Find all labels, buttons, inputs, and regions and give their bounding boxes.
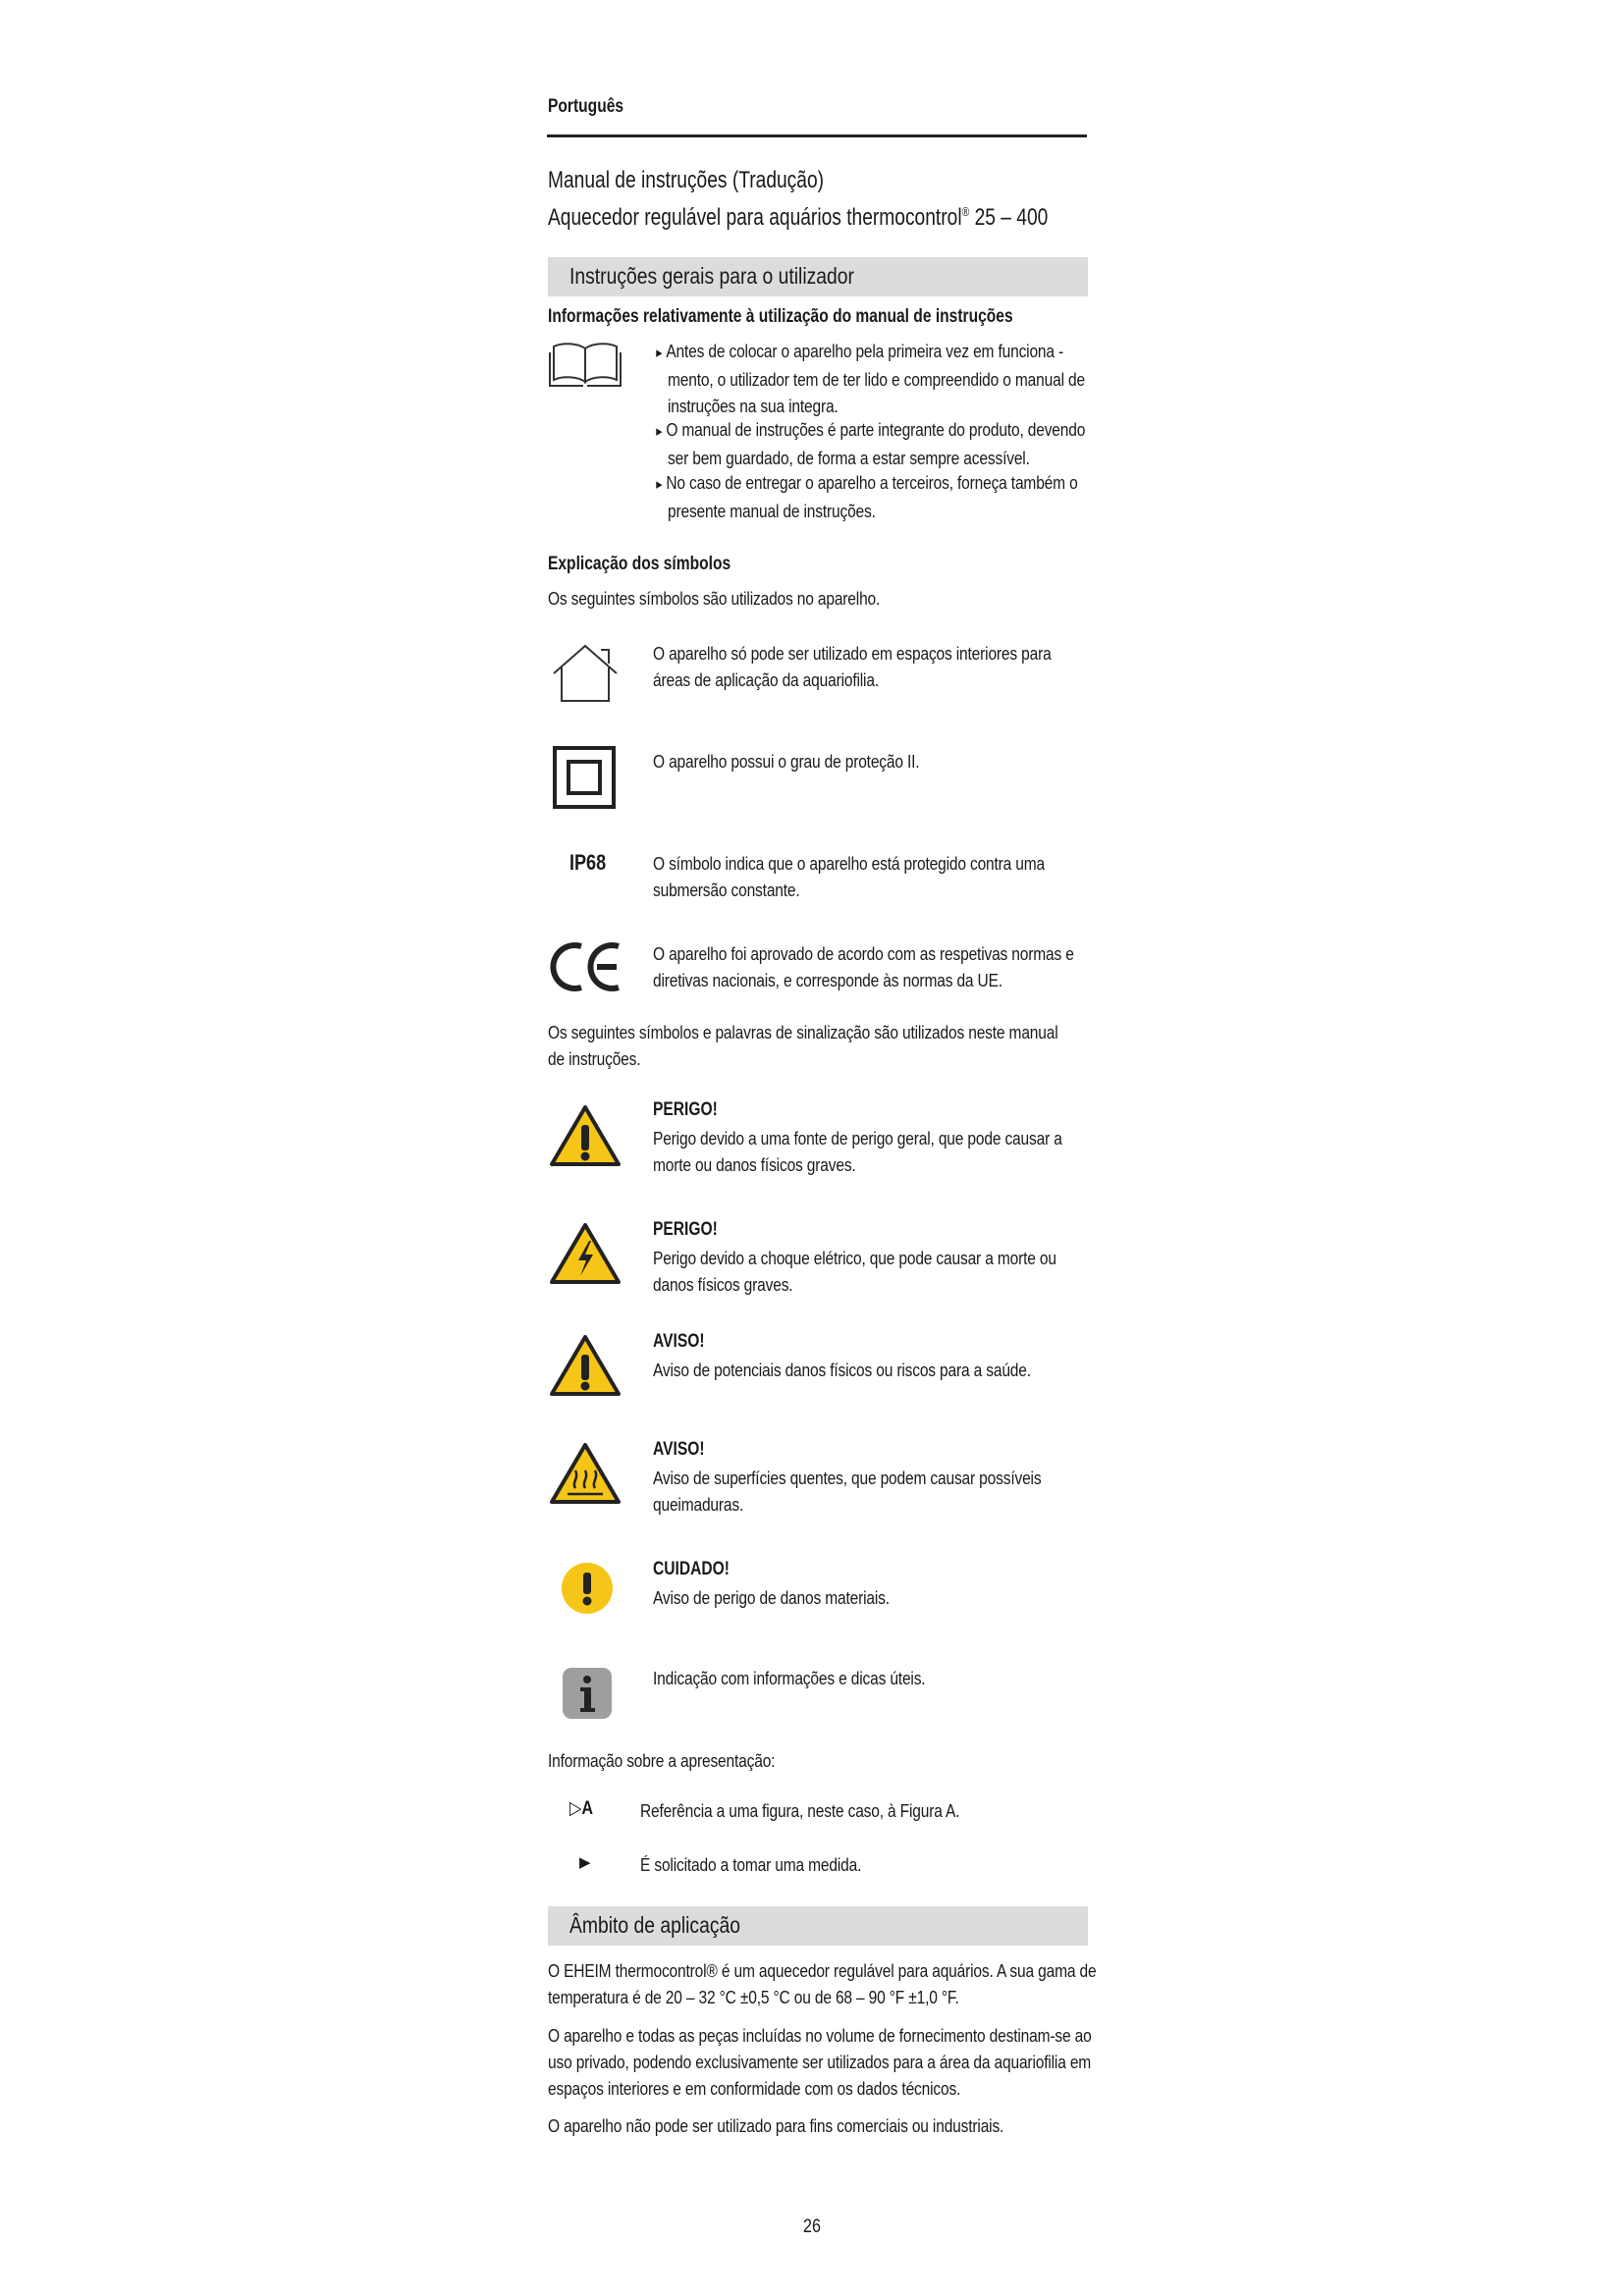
warning-exclamation-icon <box>548 1103 623 1173</box>
document-title <box>548 165 1048 234</box>
figure-reference-marker: ▷A <box>569 1798 594 1819</box>
list-item: ▸ Antes de colocar o aparelho pela primeira vez em funciona - mento, o utilizador tem de ter lido e compreendido o manual de instruções na sua integra. <box>668 338 1085 419</box>
symbol-desc-ip68: O símbolo indica que o aparelho está protegido contra uma submersão constante. <box>653 853 1046 900</box>
title-line-1: Manual de instruções (Tradução) <box>548 167 825 193</box>
warning-electric-icon <box>548 1221 623 1291</box>
ip68-label: IP68 <box>569 850 607 875</box>
list-item: ▸ O manual de instruções é parte integrante do produto, devendo ser bem guardado, de forma a estar sempre acessível. <box>668 416 1085 471</box>
signal-words-intro: Os seguintes símbolos e palavras de sinalização são utilizados neste manual de instruções. <box>548 1022 1058 1069</box>
header-rule <box>547 134 1087 137</box>
symbol-desc-ce: O aparelho foi aprovado de acordo com as respetivas normas e diretivas nacionais, e corresponde às normas da UE. <box>653 943 1074 990</box>
double-square-icon <box>553 746 616 814</box>
symbols-intro: Os seguintes símbolos são utilizados no aparelho. <box>548 588 881 609</box>
house-icon <box>550 640 621 710</box>
scope-paragraph-2: O aparelho e todas as peças incluídas no volume de fornecimento destinam-se ao uso privado, podendo exclusivamente ser utilizados para a área da aquariofilia em espaços interiores e em conformidade com os dados técnicos. <box>548 2025 1092 2099</box>
presentation-heading: Informação sobre a apresentação: <box>548 1750 776 1771</box>
book-icon <box>548 339 623 395</box>
scope-paragraph-1: O EHEIM thermocontrol® é um aquecedor regulável para aquários. A sua gama de temperatura é de 20 – 32 °C ±0,5 °C ou de 68 – 90 °F ±1,0 °F. <box>548 1960 1097 2007</box>
warning-exclamation-icon <box>548 1333 623 1403</box>
caution-circle-icon <box>560 1561 615 1621</box>
symbol-desc-indoor: O aparelho só pode ser utilizado em espaços interiores para áreas de aplicação da aquariofilia. <box>653 643 1052 690</box>
symbol-desc-protection: O aparelho possui o grau de proteção II. <box>653 751 920 772</box>
ce-mark-icon <box>550 938 624 1000</box>
action-arrow-icon: ▶ <box>579 1854 591 1871</box>
page-number: 26 <box>803 2216 821 2237</box>
subheading-manual-usage: Informações relativamente à utilização do manual de instruções <box>548 306 1013 327</box>
figure-reference-desc: Referência a uma figura, neste caso, à Figura A. <box>640 1800 960 1821</box>
section-heading-scope: Âmbito de aplicação <box>548 1906 1088 1946</box>
info-icon <box>562 1667 613 1725</box>
action-desc: É solicitado a tomar uma medida. <box>640 1854 862 1875</box>
section-heading-general-instructions: Instruções gerais para o utilizador <box>548 257 1088 296</box>
scope-paragraph-3: O aparelho não pode ser utilizado para fins comerciais ou industriais. <box>548 2115 1004 2136</box>
language-label: Português <box>548 96 624 117</box>
list-item: ▸ No caso de entregar o aparelho a terceiros, forneça também o presente manual de instruções. <box>668 469 1078 524</box>
warning-hot-surface-icon <box>548 1441 623 1511</box>
signal-info: Indicação com informações e dicas úteis. <box>653 1668 926 1688</box>
title-line-2: Aquecedor regulável para aquários thermocontrol® 25 – 400 <box>548 204 1049 231</box>
subheading-symbols: Explicação dos símbolos <box>548 554 731 574</box>
